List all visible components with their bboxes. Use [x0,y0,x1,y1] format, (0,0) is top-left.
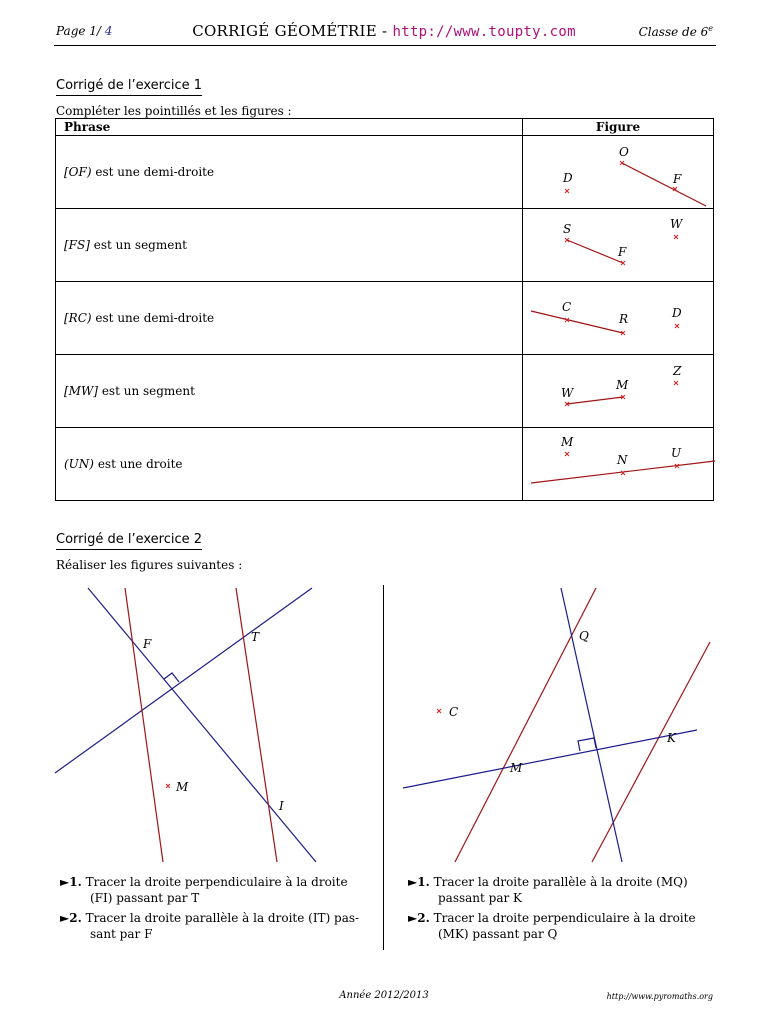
footer-site-link[interactable]: http://www.pyromaths.org [606,992,713,1001]
point-label: M [561,435,574,449]
point-label-f: F [143,637,152,651]
class-label: Classe de 6e [638,24,713,39]
right-instruction-2: ►2. Tracer la droite perpendiculaire à la droite (MK) passant par Q [408,911,696,941]
point-label: S [563,222,572,236]
title-prefix: CORRIGÉ GÉOMÉTRIE - [192,22,393,40]
line-mk [403,730,697,788]
point-c-mark [437,709,441,713]
exercise2-title: Corrigé de l’exercice 2 [56,532,202,547]
line-parallel-f [125,588,163,862]
point-label: O [619,145,629,159]
point-label-m: M [176,780,189,794]
point-label-m: M [510,761,523,775]
right-instruction-1: ►1. Tracer la droite parallèle à la droite (MQ) passant par K [408,875,688,905]
line-parallel-k [592,642,710,862]
column-header-phrase: Phrase [56,119,523,136]
point-label-q: Q [579,629,589,643]
column-header-figure: Figure [523,119,714,136]
point-m-mark [166,784,170,788]
point-label: C [562,300,572,314]
point-label-c: C [449,705,459,719]
page-total: 4 [104,24,113,38]
figure-right [384,0,768,870]
phrase-cell: [FS] est un segment [56,209,523,282]
exercise2-intro: Réaliser les figures suivantes : [56,558,243,572]
exercise1-intro: Compléter les pointillés et les figures : [56,104,292,118]
point-label: R [619,312,629,326]
point-label: D [563,171,573,185]
phrase-cell: (UN) est une droite [56,428,523,501]
point-label: W [561,386,574,400]
phrase-cell: [RC) est une demi-droite [56,282,523,355]
exercise1-title: Corrigé de l’exercice 1 [56,78,202,93]
page-number: Page 1/ 4 [56,24,113,38]
point-label: U [671,446,682,460]
phrase-cell: [MW] est un segment [56,355,523,428]
line-perpendicular-q [561,588,622,862]
left-instruction-2: ►2. Tracer la droite parallèle à la droite (IT) pas- sant par F [60,911,360,941]
header-url-link[interactable]: http://www.toupty.com [392,24,576,40]
point-label: F [673,172,682,186]
point-label: N [617,453,628,467]
left-instruction-1: ►1. Tracer la droite perpendiculaire à la droite (FI) passant par T [60,875,348,905]
point-label: M [616,378,629,392]
right-angle-mark [164,673,179,682]
point-label: Z [673,364,682,378]
point-label: W [670,217,683,231]
right-angle-mark [578,738,596,751]
line-mq [455,588,596,862]
footer-year: Année 2012/2013 [339,990,429,1001]
phrase-cell: [OF) est une demi-droite [56,136,523,209]
point-label: F [618,245,627,259]
point-label-t: T [251,630,260,644]
point-label-k: K [667,731,676,745]
point-label: D [672,306,682,320]
point-label-i: I [279,799,284,813]
figure-left [0,0,384,870]
line-perpendicular-t [55,588,312,773]
